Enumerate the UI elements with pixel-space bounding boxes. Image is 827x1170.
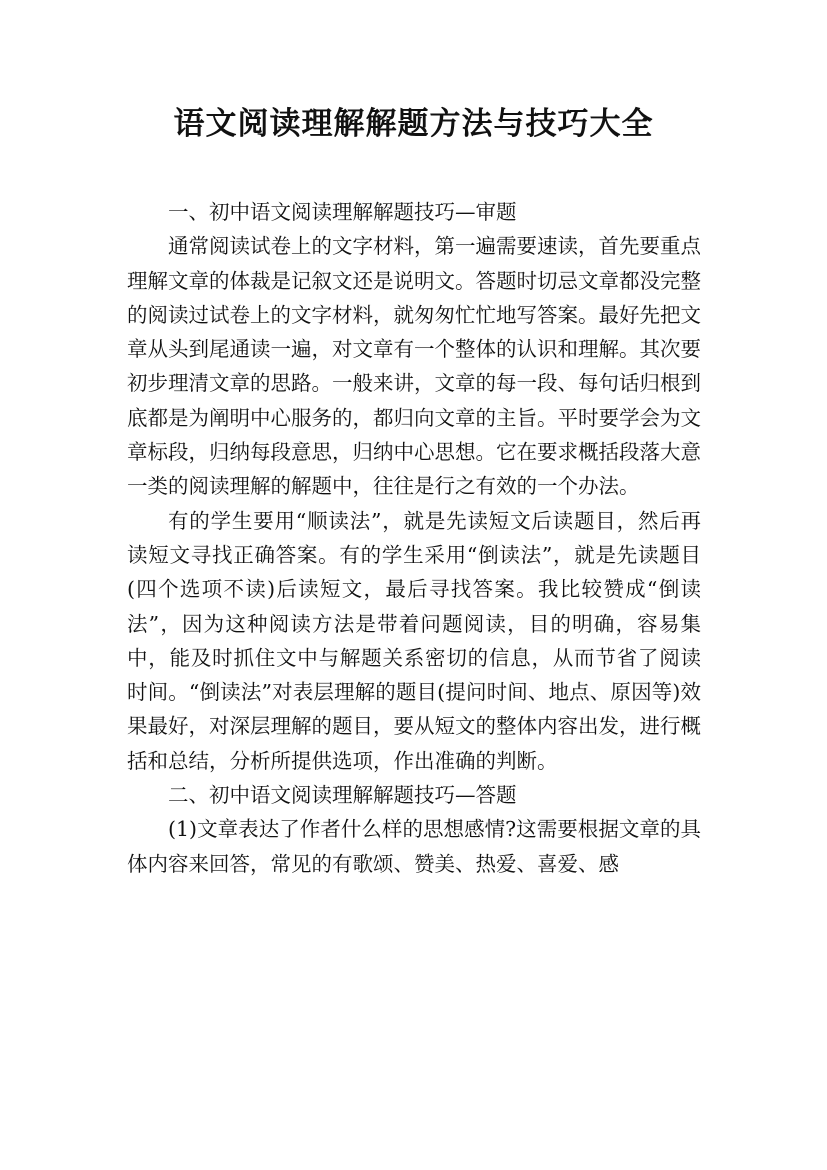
section-heading-1: 一、初中语文阅读理解解题技巧—审题 [168,200,517,224]
paragraph-3: (1)文章表达了作者什么样的思想感情?这需要根据文章的具体内容来回答，常见的有歌颂、赞美、热爱、喜爱、感 [127,817,701,876]
paragraph-2: 有的学生要用“顺读法”，就是先读短文后读题目，然后再读短文寻找正确答案。有的学生采用“倒读法”，就是先读题目(四个选项不读)后读短文，最后寻找答案。我比较赞成“倒读法”，因为这种阅读方法是带着问题阅读，目的明确，容易集中，能及时抓住文中与解题关系密切的信息，从而节省了阅读 时间。“倒读法”对表层理解的题目(提问时间、地点、原因等)效果最好，对深层理解的题目，要从短文的整体内容出发，进行概括和总结，分析所提供选项，作出准确的判断。 [127,508,701,773]
paragraph-1: 通常阅读试卷上的文字材料，第一遍需要速读，首先要重点理解文章的体裁是记叙文还是说明文。答题时切忌文章都没完整的阅读过试卷上的文字材料，就匆匆忙忙地写答案。最好先把文章从头到尾通读一遍，对文章有一个整体的认识和理解。其次要初步理清文章的思路。一般来讲，文章的每一段、每句话归根到底都是为阐明中心服务的，都归向文章的主旨。平时要学会为文章标段，归纳每段意思，归纳中心思想。它在要求概括段落大意一类的阅读理解的解题中，往往是行之有效的一个办法。 [127,234,701,499]
document-body [127,195,701,881]
section-heading-2: 二、初中语文阅读理解解题技巧—答题 [168,783,517,808]
page-title: 语文阅读理解解题方法与技巧大全 [173,106,654,142]
